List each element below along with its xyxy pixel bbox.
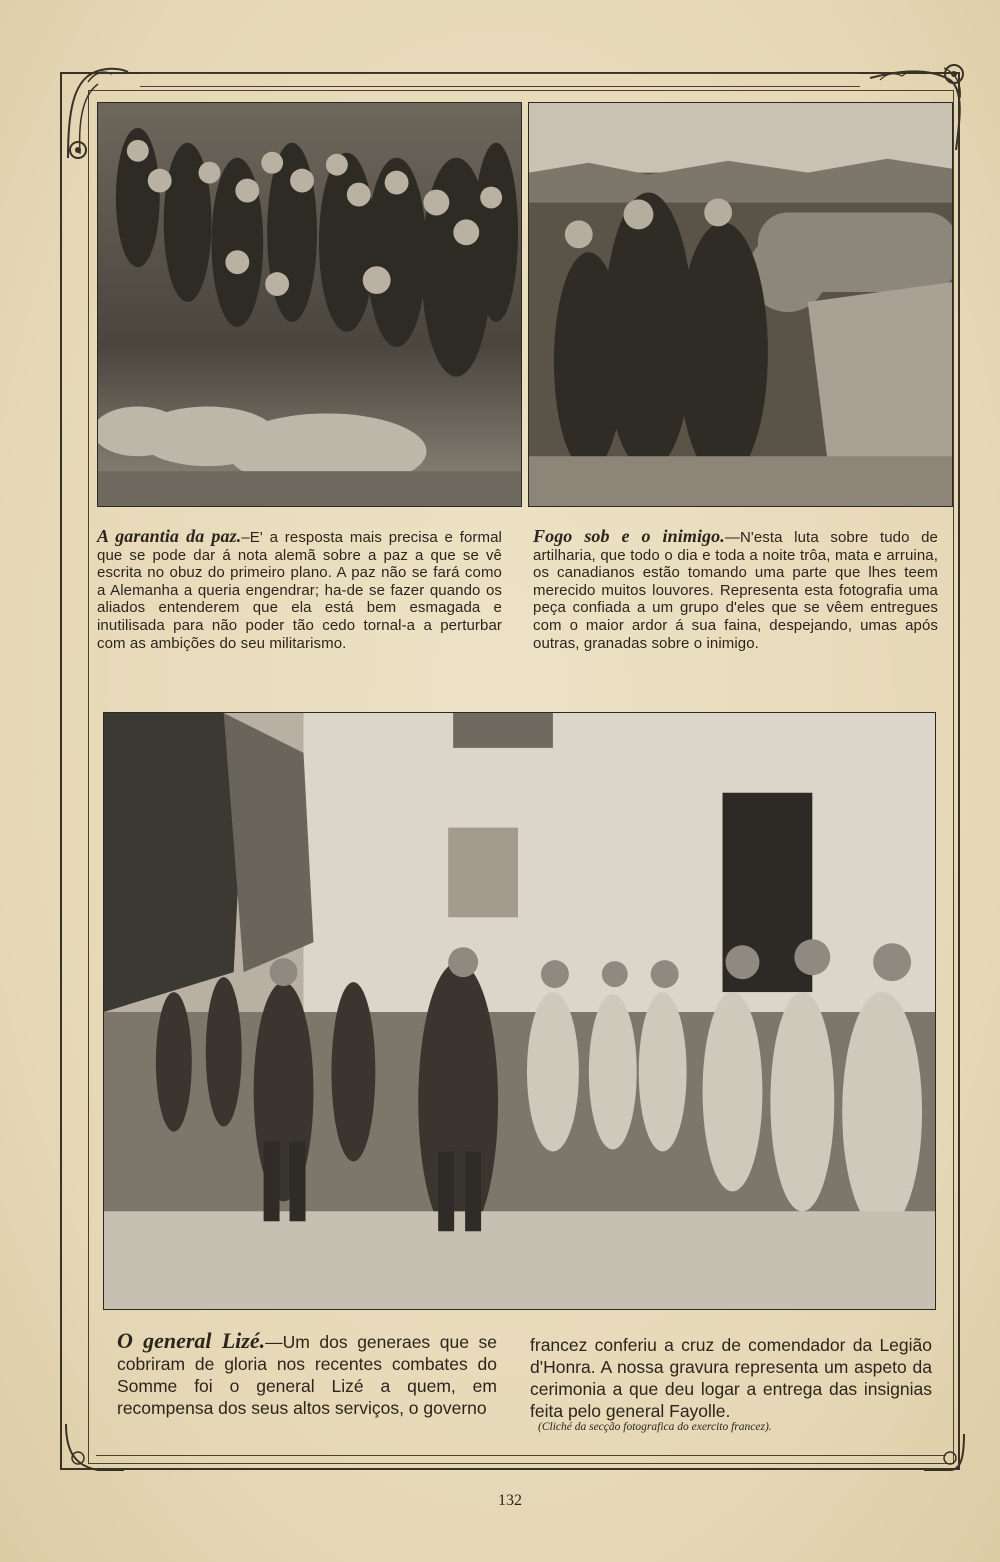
caption-peace	[97, 528, 502, 652]
caption-general-title: O general Lizé.	[117, 1328, 266, 1353]
caption-fire-body: —N'esta luta sobre tudo de artilharia, que todo o dia e toda a noite trôa, mata e arruina, os canadianos estão tomando uma parte que lhes teem merecido muitos louvores. Representa esta fotografia uma peça confiada a um grupo d'eles que se vêem entregues com o maior ardor á sua faina, despejando, umas após outras, granadas sobre o inimigo.	[533, 529, 938, 652]
artillery-crew-image	[529, 103, 952, 506]
footer-rule	[96, 1455, 946, 1456]
caption-fire	[533, 528, 938, 652]
corner-ornament-bottom-left-icon	[58, 1420, 128, 1480]
caption-general-body-left: —Um dos generaes que se cobriram de gloria nos recentes combates do Somme foi o general Lizé a quem, em recompensa dos seus altos serviços, o governo	[117, 1332, 497, 1418]
caption-general-right	[530, 1334, 932, 1422]
soldiers-group-image	[98, 103, 521, 506]
photo-credit: (Cliché da secção fotografica do exercito francez).	[538, 1421, 772, 1433]
page-number: 132	[498, 1492, 522, 1509]
caption-fire-title: Fogo sob e o inimigo.	[533, 526, 725, 546]
caption-general-body-right: francez conferiu a cruz de comendador da Legião d'Honra. A nossa gravura representa um aspeto da cerimonia a que deu logar a entrega das insignias feita pelo general Fayolle.	[530, 1335, 932, 1421]
photo-soldiers-group	[97, 102, 522, 507]
top-border-band	[140, 73, 860, 87]
caption-peace-body: –E' a resposta mais precisa e formal que se pode dar á nota alemã sobre a paz a que se vê escrita no obuz do primeiro plano. A paz não se fará como a Alemanha a queria engendrar; ha-de se fazer quando os aliados entenderem que ela está bem esmagada e inutilisada para não poder tão cedo tornal-a a perturbar com as ambições do seu militarismo.	[97, 529, 502, 652]
caption-peace-title: A garantia da paz.	[97, 526, 242, 546]
photo-artillery-crew	[528, 102, 953, 507]
caption-general-left	[117, 1330, 497, 1419]
ceremony-image	[104, 713, 935, 1309]
photo-ceremony	[103, 712, 936, 1310]
